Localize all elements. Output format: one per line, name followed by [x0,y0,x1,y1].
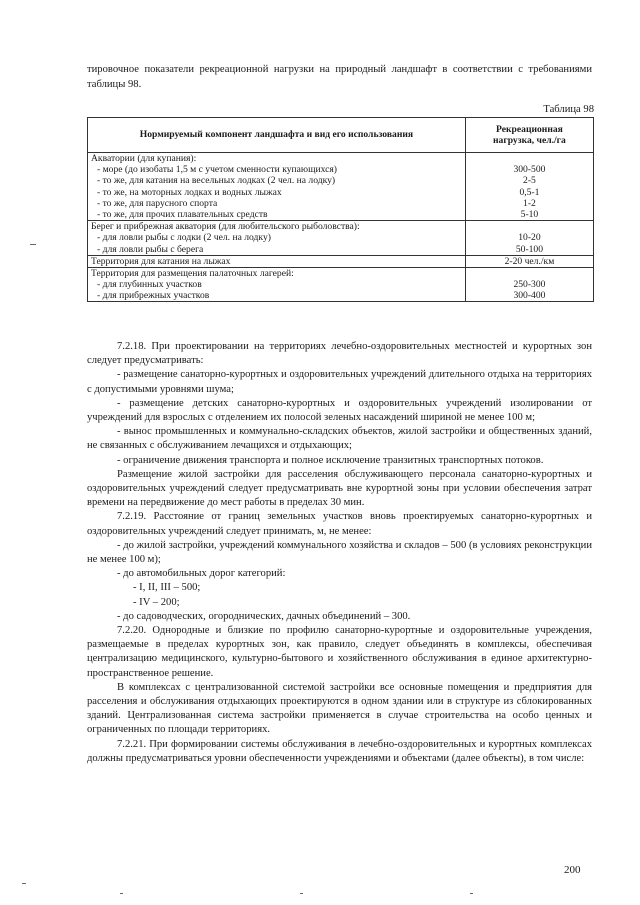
scan-speck [470,893,473,894]
item-label: - то же, для парусного спорта [97,197,218,209]
value-cell [465,255,593,267]
list-item: - до автомобильных дорог категорий: [117,568,286,580]
road-category-item: - I, II, III – 500; [133,582,201,594]
value-cell [465,267,593,302]
scan-speck [300,893,303,894]
page-number: 200 [564,864,581,876]
item-label: - для глубинных участков [97,279,202,291]
item-label: - для ловли рыбы с лодки (2 чел. на лодку) [97,232,271,244]
item-label: - море (до изобаты 1,5 м с учетом сменности купающихся) [97,164,337,176]
item-value: 5-10 [520,208,539,220]
header-load-line1: Рекреационная [496,123,563,135]
item-label: - то же, для катания на весельных лодках (2 чел. на лодку) [97,175,336,187]
group-title: Берег и прибрежная акватория (для любительского рыболовства): [91,221,360,233]
header-component: Нормируемый компонент ландшафта и вид его использования [88,118,466,153]
item-value: 250-300 [513,279,546,291]
table-row [88,255,594,267]
header-load-line2: нагрузка, чел./га [493,135,566,146]
group-cell [88,267,466,302]
list-item: - до жилой застройки, учреждений коммунального хозяйства и складов – 500 (в условиях реконструкции не менее 100 м); [87,539,592,566]
scan-speck [120,893,123,894]
table-row [88,221,594,256]
item-value: 300-400 [513,290,546,302]
table-header-row [88,118,594,153]
paragraph-complexes: В комплексах с централизованной системой застройки все основные помещения и предприятия для расселения и обслуживания отдыхающих проектируются в одном здании или в структуре из сблокированных зданий. Централизованная система застройки применяется в случае строительства на особо ценных и ограниченных по площади территориях. [87,681,592,736]
scan-speck [30,244,36,245]
header-load [465,118,593,153]
group-title: Акватории (для купания): [91,153,197,164]
paragraph-7-2-21: 7.2.21. При формировании системы обслуживания в лечебно-оздоровительных и курортных комплексах должны предусматриваться уровни обеспеченности учреждениями и объектами (далее объекты), в том числе: [87,738,592,764]
item-value: 300-500 [513,164,546,176]
table-caption: Таблица 98 [543,104,594,115]
item-value: 1-2 [523,197,536,209]
item-label: - для ловли рыбы с берега [97,243,204,255]
group-value: 2-20 чел./км [504,255,555,267]
item-value: 10-20 [518,232,541,244]
list-item: - ограничение движения транспорта и полное исключение транзитных транспортных потоков. [117,454,544,466]
group-cell [88,255,466,267]
recreational-load-table [87,117,594,302]
body-text [87,340,592,766]
list-item: - размещение санаторно-курортных и оздоровительных учреждений длительного отдыха на территориях с допустимыми уровнями шума; [87,369,592,395]
list-item: - размещение детских санаторно-курортных и оздоровительных учреждений изолировании от учреждений для взрослых с отделением их полосой зеленых насаждений шириной не менее 100 м; [87,397,592,424]
paragraph-staff-housing: Размещение жилой застройки для расселения обслуживающего персонала санаторно-курортных и оздоровительных учреждений следует предусматривать вне курортной зоны при условии обеспечения затрат времени на передвижение до мест работы в пределах 30 мин. [87,468,592,509]
list-item: - до садоводческих, огороднических, дачных объединений – 300. [117,610,411,622]
item-label: - то же, для прочих плавательных средств [97,208,268,220]
scan-speck [22,883,26,884]
item-label: - то же, на моторных лодках и водных лыжах [97,186,282,198]
item-value: 50-100 [515,243,544,255]
table-row [88,153,594,221]
paragraph-7-2-18: 7.2.18. При проектировании на территориях лечебно-оздоровительных местностей и курортных зон следует предусматривать: [87,341,592,367]
paragraph-7-2-20: 7.2.20. Однородные и близкие по профилю санаторно-курортные и оздоровительные учреждения, размещаемые в пределах курортных зон, как правило, следует объединять в комплексы, обеспечивая централизацию медицинского, культурно-бытового и хозяйственного обслуживания в единое архитектурно-пространственное решение. [87,625,592,679]
group-title: Территория для катания на лыжах [91,255,231,267]
item-value: 0,5-1 [519,186,540,198]
road-category-item: - IV – 200; [133,596,180,608]
item-label: - для прибрежных участков [97,290,210,302]
value-cell [465,221,593,256]
list-item: - вынос промышленных и коммунально-складских объектов, жилой застройки и общественных зданий, не связанных с обслуживанием лечащихся и отдыхающих; [87,426,592,452]
intro-paragraph: тировочное показатели рекреационной нагрузки на природный ландшафт в соответствии с требованиями таблицы 98. [87,64,592,90]
group-cell [88,221,466,256]
group-title: Территория для размещения палаточных лагерей: [91,267,294,279]
paragraph-7-2-19: 7.2.19. Расстояние от границ земельных участков вновь проектируемых санаторно-курортных и оздоровительных учреждений следует принимать, м, не менее: [87,511,592,537]
item-value: 2-5 [523,175,536,187]
value-cell [465,153,593,221]
table-row [88,267,594,302]
group-cell [88,153,466,221]
